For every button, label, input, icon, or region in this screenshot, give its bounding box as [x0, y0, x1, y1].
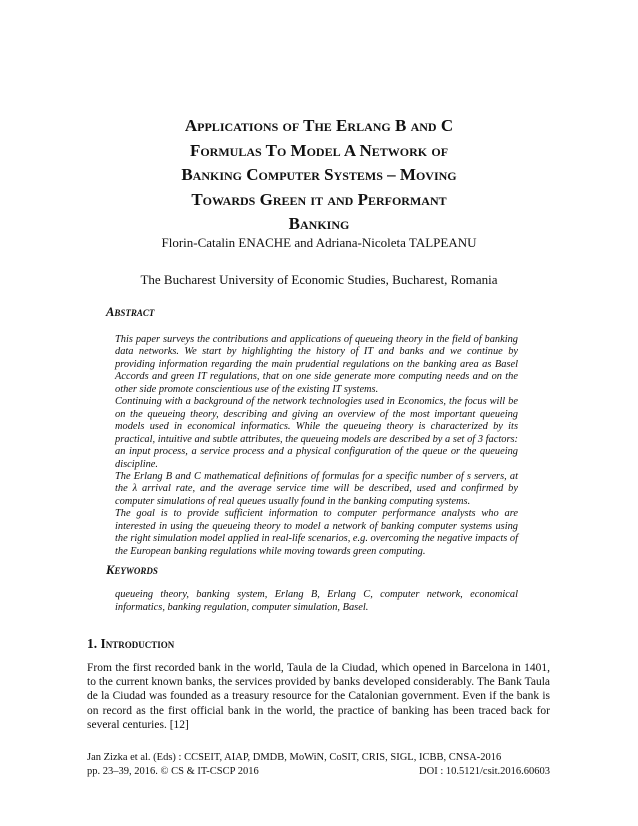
introduction-heading: 1. Introduction [87, 636, 175, 651]
title-line: Banking [288, 214, 350, 234]
authors: Florin-Catalin ENACHE and Adriana-Nicoleta TALPEANU [161, 235, 477, 250]
abstract-body [115, 334, 518, 558]
abstract-heading: Abstract [106, 305, 155, 319]
abstract-paragraph: Continuing with a background of the network technologies used in Economics, the focus will be on the queueing theory, describing and giving an overview of the most important queueing models used in economical informatics. While the queueing theory is characterized by its practical, intuitive and subtle attributes, the queueing models are described by a set of 3 factors: an input process, a service process and a physical configuration of the queue or the queueing discipline. [115, 396, 518, 470]
keywords-text: queueing theory, banking system, Erlang B, Erlang C, computer network, economical informatics, banking regulation, computer simulation, Basel. [115, 589, 518, 613]
introduction-body [87, 661, 550, 732]
title-line: Formulas To Model A Network of [189, 140, 449, 160]
keywords-heading: Keywords [106, 563, 158, 577]
abstract-paragraph: This paper surveys the contributions and applications of queueing theory in the field of banking data networks. We start by highlighting the history of IT and banks and we continue by providing information regarding the main prudential regulations on the banking area as Basel Accords and green IT regulations, that on one side generate more computing needs and on the other side promote conscientious use of the existing IT systems. [115, 334, 518, 395]
footer-proceedings: Jan Zizka et al. (Eds) : CCSEIT, AIAP, DMDB, MoWiN, CoSIT, CRIS, SIGL, ICBB, CNSA-2016 [87, 752, 502, 763]
affiliation: The Bucharest University of Economic Studies, Bucharest, Romania [140, 272, 498, 287]
title-line: Applications of The Erlang B and C [184, 116, 454, 135]
abstract-paragraph: The Erlang B and C mathematical definitions of formulas for a specific number of s servers, at the λ arrival rate, and the average service time will be described, used and confirmed by computer simulations of real queues usually found in the banking computing systems. [115, 470, 518, 507]
footer-row [87, 765, 550, 779]
introduction-paragraph: From the first recorded bank in the world, Taula de la Ciudad, which opened in Barcelona in 1401, to the current known banks, the services provided by banks developed considerably. The Bank Taula de la Ciudad was founded as a treasury resource for the Catalonian government. Even if the bank is on record as the first official bank in the world, the practice of banking has been traced back for several centuries. [12] [87, 662, 550, 731]
footer-pages: pp. 23–39, 2016. © CS & IT-CSCP 2016 [87, 765, 259, 777]
paper-title [100, 114, 538, 237]
title-line: Towards Green it and Performant [191, 189, 447, 209]
footer-doi: DOI : 10.5121/csit.2016.60603 [419, 765, 550, 777]
abstract-paragraph: The goal is to provide sufficient information to computer performance analysts who are interested in using the queueing theory to model a network of banking computer systems using the right simulation model applied in real-life scenarios, e.g. overcoming the negative impacts of the European banking regulations while moving towards green computing. [115, 508, 518, 557]
page-footer [87, 751, 550, 778]
title-line: Banking Computer Systems – Moving [181, 165, 457, 185]
